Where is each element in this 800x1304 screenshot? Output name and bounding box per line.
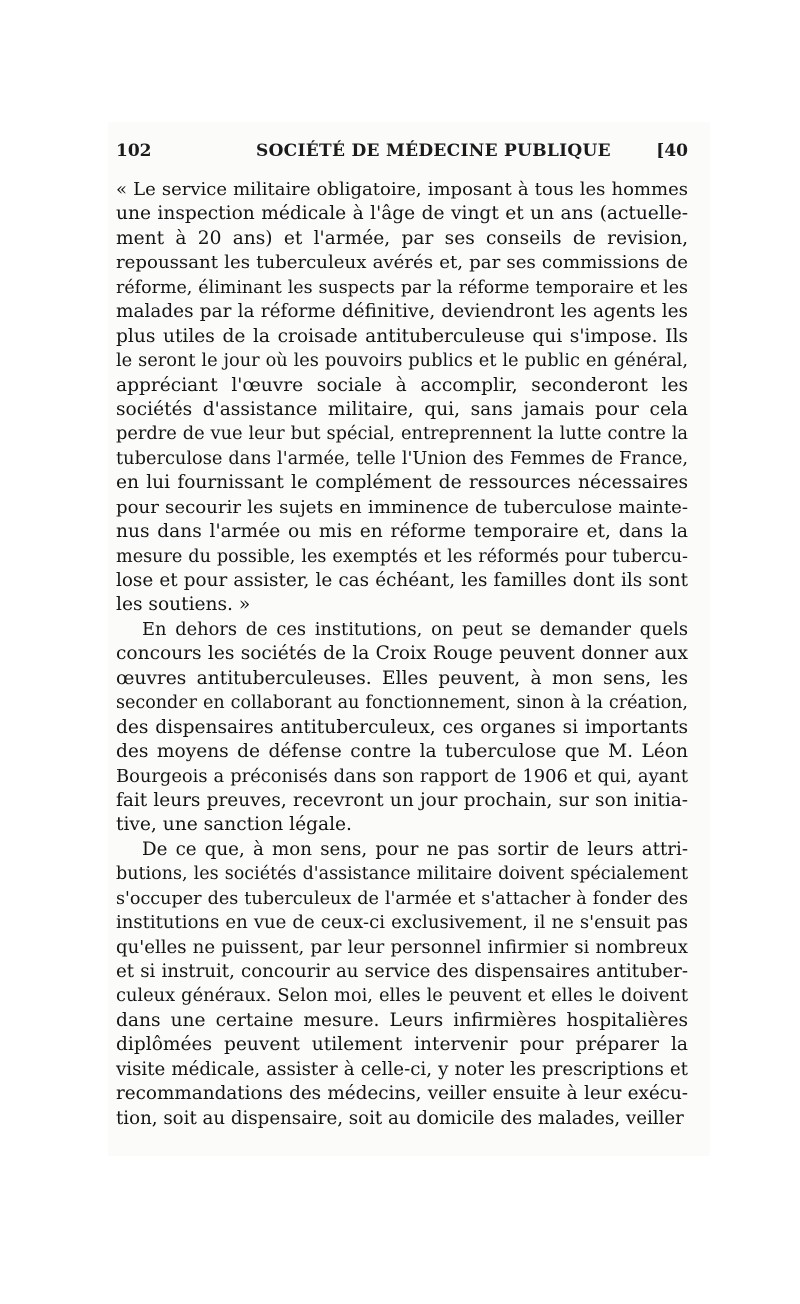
text-line: sociétés d'assistance militaire, qui, sans jamais pour cela xyxy=(116,398,688,420)
paragraph xyxy=(116,838,688,1131)
running-title: SOCIÉTÉ DE MÉDECINE PUBLIQUE xyxy=(256,141,611,161)
text-line: des dispensaires antituberculeux, ces organes si importants xyxy=(116,716,688,738)
text-line: ment à 20 ans) et l'armée, par ses conseils de revision, xyxy=(116,227,688,249)
text-line: De ce que, à mon sens, pour ne pas sortir de leurs attri- xyxy=(142,838,688,860)
text-line: visite médicale, assister à celle-ci, y noter les prescriptions et xyxy=(116,1058,688,1080)
body-text xyxy=(116,178,688,1131)
text-line: pour secourir les sujets en imminence de tuberculose mainte- xyxy=(116,496,688,518)
text-line: dans une certaine mesure. Leurs infirmières hospitalières xyxy=(116,1009,688,1031)
text-line: perdre de vue leur but spécial, entreprennent la lutte contre la xyxy=(116,423,688,445)
text-line: culeux généraux. Selon moi, elles le peuvent et elles le doivent xyxy=(116,985,688,1007)
text-line: s'occuper des tuberculeux de l'armée et s'attacher à fonder des xyxy=(116,888,688,909)
text-line: fait leurs preuves, recevront un jour prochain, sur son initia- xyxy=(116,789,688,811)
text-line: le seront le jour où les pouvoirs publics et le public en général, xyxy=(116,350,688,372)
text-line: réforme, éliminant les suspects par la réforme temporaire et les xyxy=(116,277,688,298)
text-line: les soutiens. » xyxy=(116,594,251,616)
text-line: diplômées peuvent utilement intervenir pour préparer la xyxy=(116,1034,688,1056)
text-line: en lui fournissant le complément de ressources nécessaires xyxy=(116,472,688,494)
text-line: « Le service militaire obligatoire, imposant à tous les hommes xyxy=(116,179,688,200)
text-line: Bourgeois a préconisés dans son rapport de 1906 et qui, ayant xyxy=(116,765,688,787)
section-mark: [40 xyxy=(656,141,688,161)
text-line: et si instruit, concourir au service des dispensaires antituber- xyxy=(116,961,688,982)
text-line: nus dans l'armée ou mis en réforme temporaire et, dans la xyxy=(116,521,688,543)
page-number: 102 xyxy=(116,141,152,161)
text-line: tuberculose dans l'armée, telle l'Union des Femmes de France, xyxy=(116,447,688,469)
text-line: lose et pour assister, le cas échéant, les familles dont ils sont xyxy=(116,570,688,591)
text-line: appréciant l'œuvre sociale à accomplir, seconderont les xyxy=(116,374,688,396)
text-line: recommandations des médecins, veiller ensuite à leur exécu- xyxy=(116,1083,688,1105)
text-line: œuvres antituberculeuses. Elles peuvent, à mon sens, les xyxy=(116,667,688,689)
text-line: plus utiles de la croisade antituberculeuse qui s'impose. Ils xyxy=(116,325,688,347)
text-line: seconder en collaborant au fonctionnement, sinon à la création, xyxy=(116,693,688,714)
text-line: des moyens de défense contre la tuberculose que M. Léon xyxy=(116,741,688,763)
text-line: butions, les sociétés d'assistance militaire doivent spécialement xyxy=(116,864,688,885)
text-line: qu'elles ne puissent, par leur personnel infirmier si nombreux xyxy=(116,936,688,958)
text-line: malades par la réforme définitive, deviendront les agents les xyxy=(116,301,688,323)
text-line: En dehors de ces institutions, on peut se demander quels xyxy=(142,618,688,640)
text-line: repoussant les tuberculeux avérés et, par ses commissions de xyxy=(116,252,688,274)
text-line: concours les sociétés de la Croix Rouge peuvent donner aux xyxy=(116,643,688,665)
text-line: mesure du possible, les exemptés et les réformés pour tubercu- xyxy=(116,546,688,567)
text-line: une inspection médicale à l'âge de vingt et un ans (actuelle- xyxy=(116,203,688,225)
page-header xyxy=(116,141,688,167)
text-line: institutions en vue de ceux-ci exclusivement, il ne s'ensuit pas xyxy=(116,912,688,934)
paragraph xyxy=(116,178,688,618)
text-line: tion, soit au dispensaire, soit au domicile des malades, veiller xyxy=(116,1107,684,1129)
text-line: tive, une sanction légale. xyxy=(116,814,352,836)
paragraph xyxy=(116,618,688,838)
